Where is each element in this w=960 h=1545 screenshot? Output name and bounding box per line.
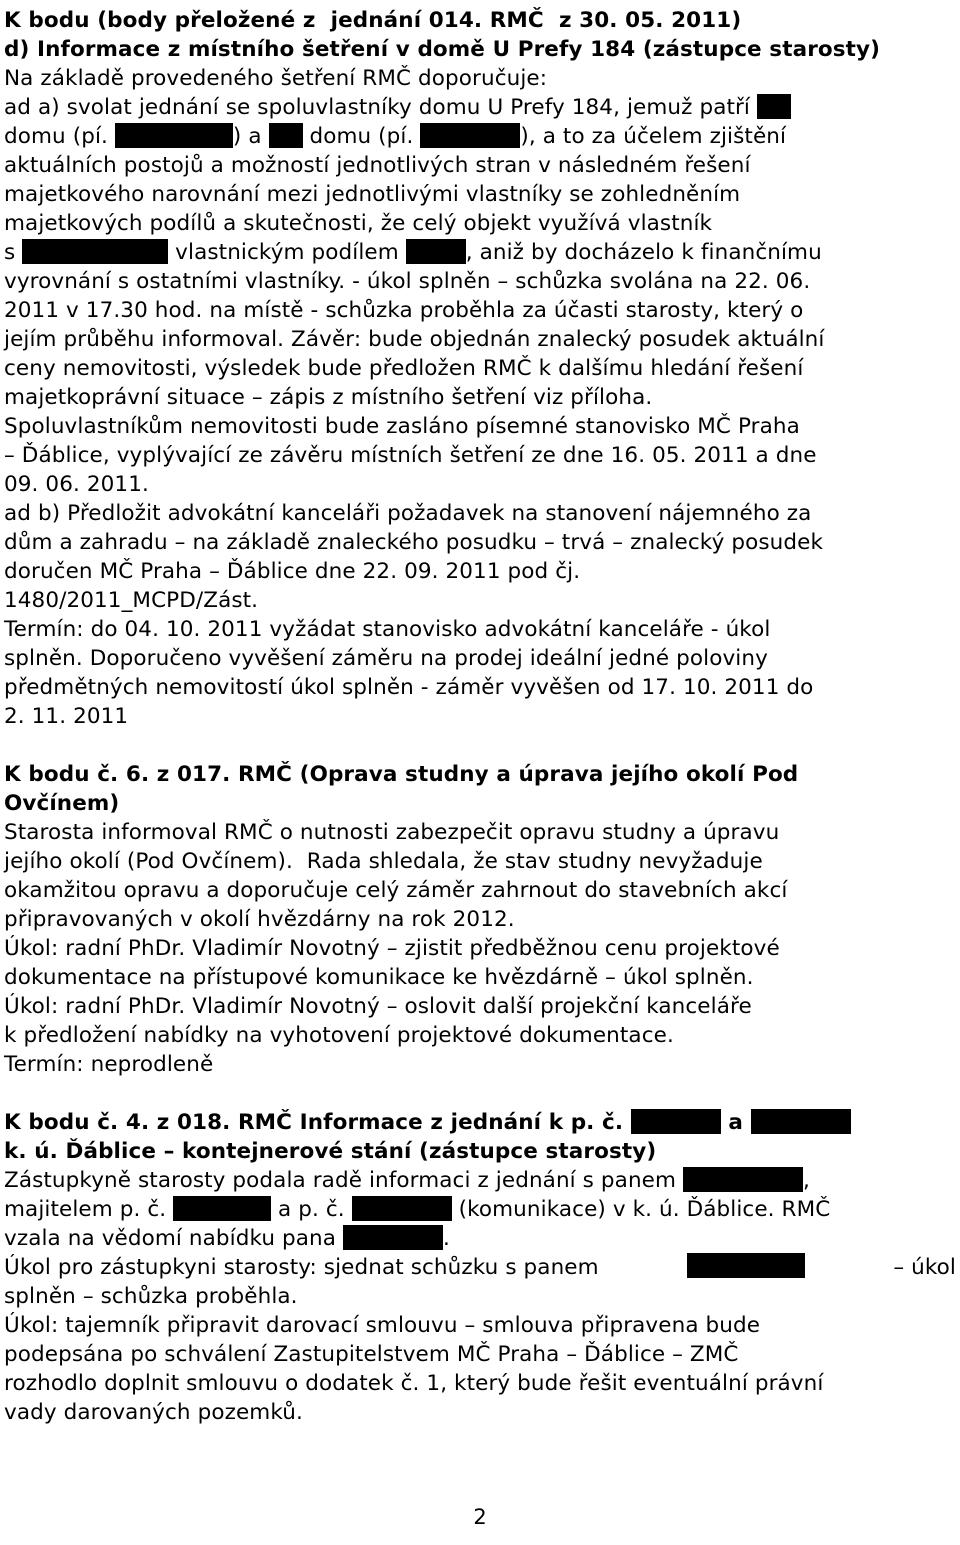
redaction-box: [751, 1109, 851, 1134]
paragraph-line: Úkol: radní PhDr. Vladimír Novotný – oslovit další projekční kanceláře: [4, 994, 752, 1019]
text-fragment: majitelem p. č.: [4, 1197, 174, 1222]
paragraph-line: dokumentace na přístupové komunikace ke hvězdárně – úkol splněn.: [4, 965, 754, 990]
paragraph-line: podepsána po schválení Zastupitelstvem MČ Praha – Ďáblice – ZMČ: [4, 1342, 739, 1367]
paragraph-line: dům a zahradu – na základě znaleckého posudku – trvá – znalecký posudek: [4, 530, 823, 555]
paragraph-line: rozhodlo doplnit smlouvu o dodatek č. 1, který bude řešit eventuální právní: [4, 1371, 824, 1396]
paragraph-line: Úkol: tajemník připravit darovací smlouvu – smlouva připravena bude: [4, 1313, 761, 1338]
paragraph-line: majetkoprávní situace – zápis z místního šetření viz příloha.: [4, 385, 653, 410]
paragraph-line: Úkol: radní PhDr. Vladimír Novotný – zjistit předběžnou cenu projektové: [4, 936, 780, 961]
paragraph-line: [4, 1195, 956, 1224]
redaction-box: [420, 123, 520, 148]
paragraph-line: ceny nemovitosti, výsledek bude předložen RMČ k dalšímu hledání řešení: [4, 356, 804, 381]
section3-heading-cont: k. ú. Ďáblice – kontejnerové stání (zástupce starosty): [4, 1139, 657, 1164]
section1-subheading: d) Informace z místního šetření v domě U Prefy 184 (zástupce starosty): [4, 37, 881, 62]
paragraph-line: splněn – schůzka proběhla.: [4, 1284, 298, 1309]
paragraph-line: Na základě provedeného šetření RMČ doporučuje:: [4, 66, 548, 91]
text-fragment: ) a: [232, 124, 269, 149]
paragraph-line: připravovaných v okolí hvězdárny na rok 2012.: [4, 907, 515, 932]
text-fragment: ), a to za účelem zjištění: [520, 124, 787, 149]
text-fragment: – úkol: [893, 1255, 956, 1280]
paragraph-line: [4, 238, 956, 267]
page-number: 2: [473, 1505, 487, 1529]
text-fragment: (komunikace) v k. ú. Ďáblice. RMČ: [451, 1197, 831, 1222]
redaction-box: [343, 1225, 443, 1250]
paragraph-line: majetkového narovnání mezi jednotlivými vlastníky se zohledněním: [4, 182, 741, 207]
paragraph-line: Spoluvlastníkům nemovitosti bude zasláno písemné stanovisko MČ Praha: [4, 414, 800, 439]
text-fragment: domu (pí.: [302, 124, 421, 149]
text-fragment: a: [720, 1110, 751, 1135]
redaction-box: [115, 123, 233, 148]
paragraph-line: [4, 122, 956, 151]
text-fragment: .: [442, 1226, 450, 1251]
paragraph-line: 2011 v 17.30 hod. na místě - schůzka proběhla za účasti starosty, který o: [4, 298, 804, 323]
text-fragment: domu (pí.: [4, 124, 115, 149]
paragraph-line: Termín: neprodleně: [4, 1052, 214, 1077]
section2-heading-cont: Ovčínem): [4, 791, 120, 816]
paragraph-line: [4, 1166, 956, 1195]
redaction-box: [631, 1109, 721, 1134]
redaction-box: [352, 1196, 452, 1221]
paragraph-line: Starosta informoval RMČ o nutnosti zabezpečit opravu studny a úpravu: [4, 820, 780, 845]
redaction-box: [687, 1253, 805, 1278]
paragraph-line: 2. 11. 2011: [4, 704, 129, 729]
text-fragment: vlastnickým podílem: [168, 240, 406, 265]
paragraph-line: [4, 93, 956, 122]
redaction-box: [269, 123, 303, 148]
redaction-box: [406, 239, 466, 264]
section-gap: [4, 1079, 956, 1108]
redaction-box: [757, 94, 791, 119]
redaction-box: [173, 1196, 271, 1221]
text-fragment: , aniž by docházelo k finančnímu: [465, 240, 822, 265]
text-fragment: a p. č.: [271, 1197, 352, 1222]
paragraph-line: [4, 1253, 956, 1282]
paragraph-line: k předložení nabídky na vyhotovení projektové dokumentace.: [4, 1023, 674, 1048]
document-page: [4, 6, 956, 1427]
paragraph-line: jejího okolí (Pod Ovčínem). Rada shledala, že stav studny nevyžaduje: [4, 849, 763, 874]
paragraph-line: předmětných nemovitostí úkol splněn - záměr vyvěšen od 17. 10. 2011 do: [4, 675, 814, 700]
paragraph-line: splněn. Doporučeno vyvěšení záměru na prodej ideální jedné poloviny: [4, 646, 768, 671]
text-fragment: Zástupkyně starosty podala radě informaci z jednání s panem: [4, 1168, 683, 1193]
text-fragment: ,: [802, 1168, 810, 1193]
paragraph-line: [4, 1224, 956, 1253]
text-fragment: aktuálních postojů a možností jednotlivých stran v následném řešení: [4, 153, 751, 178]
text-fragment: vzala na vědomí nabídku pana: [4, 1226, 343, 1251]
text-fragment: ad a) svolat jednání se spoluvlastníky domu U Prefy 184, jemuž patří: [4, 95, 757, 120]
section3-heading: [4, 1108, 956, 1137]
section2-heading: K bodu č. 6. z 017. RMČ (Oprava studny a úprava jejího okolí Pod: [4, 762, 799, 787]
paragraph-line: Termín: do 04. 10. 2011 vyžádat stanovisko advokátní kanceláře - úkol: [4, 617, 771, 642]
paragraph-line: doručen MČ Praha – Ďáblice dne 22. 09. 2011 pod čj.: [4, 559, 581, 584]
paragraph-line: jejím průběhu informoval. Závěr: bude objednán znalecký posudek aktuální: [4, 327, 825, 352]
paragraph-line: 1480/2011_MCPD/Zást.: [4, 588, 259, 613]
paragraph-line: vady darovaných pozemků.: [4, 1400, 303, 1425]
section1-heading: K bodu (body přeložené z jednání 014. RMČ z 30. 05. 2011): [4, 8, 742, 33]
redaction-box: [22, 239, 168, 264]
paragraph-line: ad b) Předložit advokátní kanceláři požadavek na stanovení nájemného za: [4, 501, 812, 526]
paragraph-line: majetkových podílů a skutečnosti, že celý objekt využívá vlastník: [4, 211, 713, 236]
text-fragment: s: [4, 240, 23, 265]
text-fragment: Úkol pro zástupkyni starosty: sjednat schůzku s panem: [4, 1255, 599, 1280]
text-fragment: K bodu č. 4. z 018. RMČ Informace z jednání k p. č.: [4, 1110, 631, 1135]
paragraph-line: okamžitou opravu a doporučuje celý záměr zahrnout do stavebních akcí: [4, 878, 788, 903]
redaction-box: [683, 1167, 803, 1192]
paragraph-line: 09. 06. 2011.: [4, 472, 149, 497]
paragraph-line: [4, 151, 956, 180]
paragraph-line: vyrovnání s ostatními vlastníky. - úkol splněn – schůzka svolána na 22. 06.: [4, 269, 811, 294]
section-gap: [4, 731, 956, 760]
paragraph-line: – Ďáblice, vyplývající ze závěru místních šetření ze dne 16. 05. 2011 a dne: [4, 443, 817, 468]
